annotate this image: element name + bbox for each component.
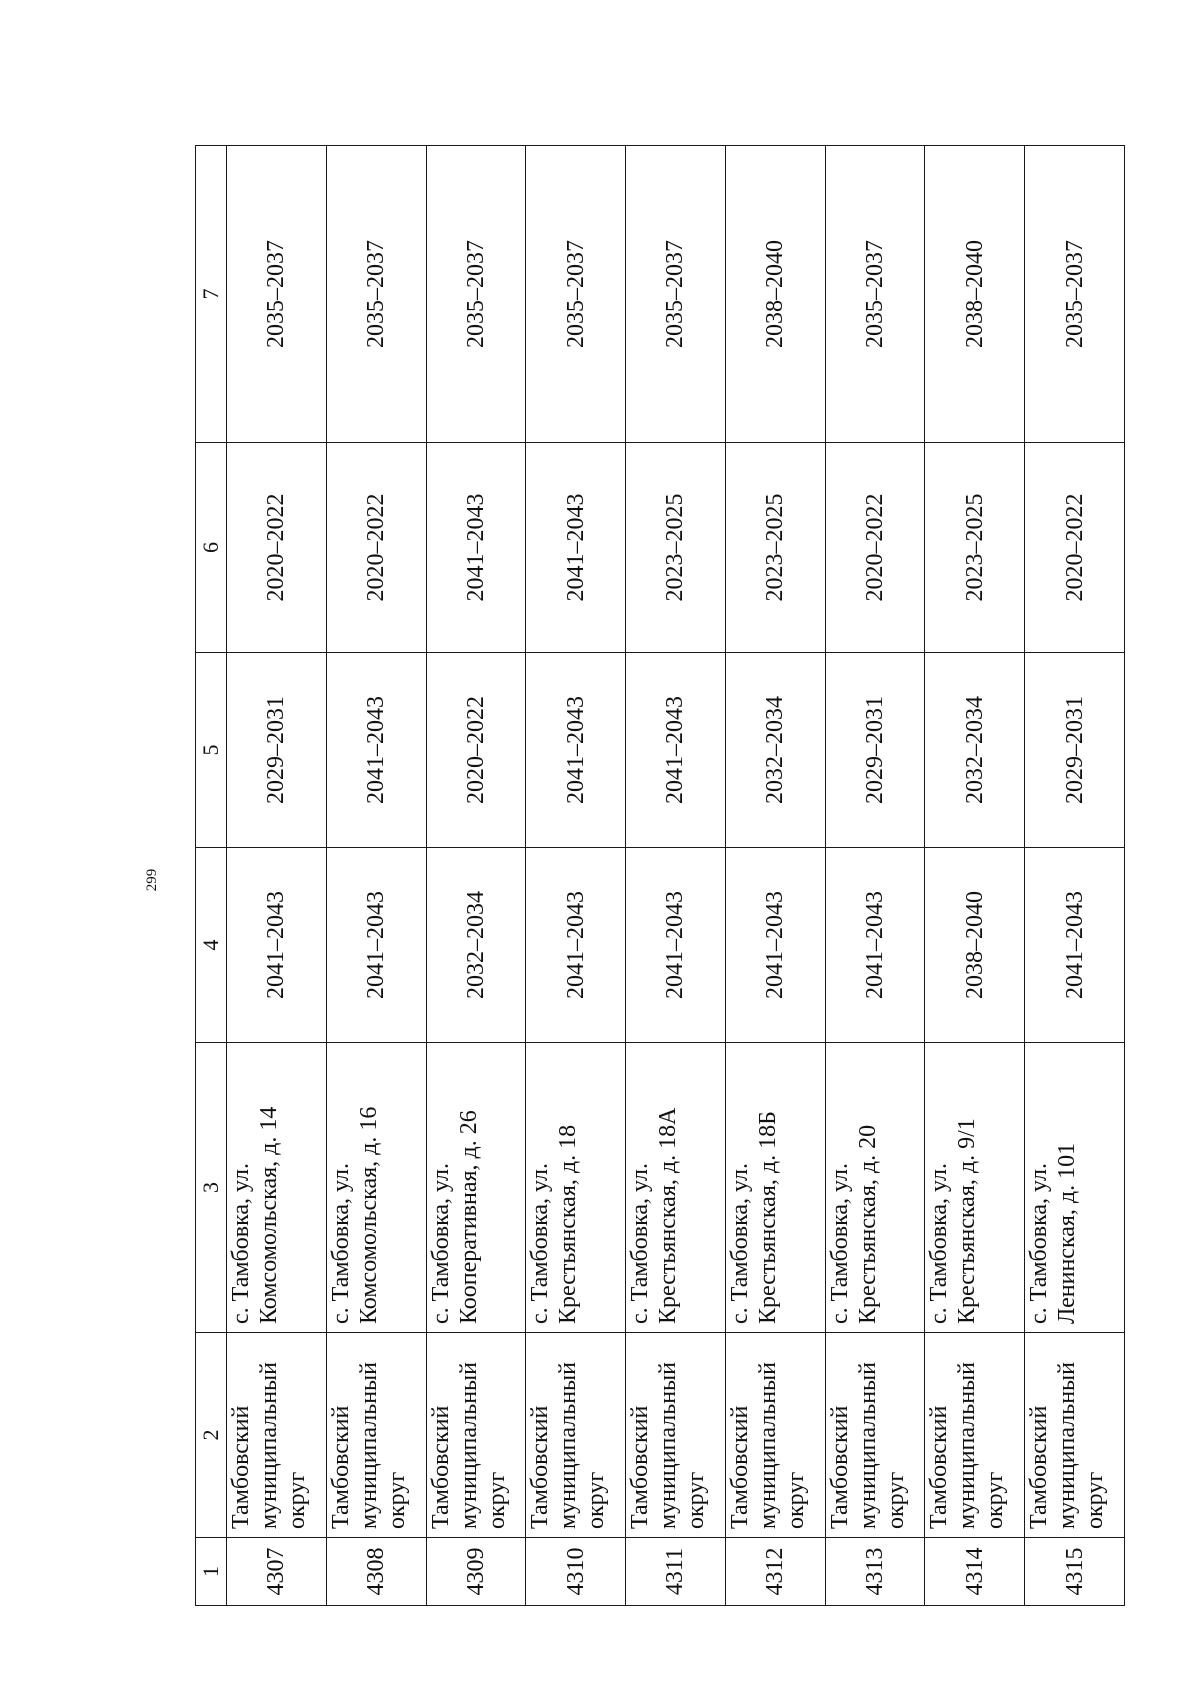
period-col-6: 2020–2022 xyxy=(1025,443,1125,653)
period-col-7: 2035–2037 xyxy=(426,146,526,443)
header-col-5: 5 xyxy=(196,653,227,848)
district-cell: Тамбовский муниципальный округ xyxy=(227,1333,327,1538)
period-col-4: 2041–2043 xyxy=(825,848,925,1043)
page-number: 299 xyxy=(144,868,160,892)
period-col-4: 2032–2034 xyxy=(426,848,526,1043)
row-number: 4307 xyxy=(227,1538,327,1606)
address-cell: с. Тамбовка, ул. Крестьянская, д. 18Б xyxy=(725,1043,825,1333)
period-col-5: 2029–2031 xyxy=(1025,653,1125,848)
header-col-4: 4 xyxy=(196,848,227,1043)
period-col-7: 2035–2037 xyxy=(1025,146,1125,443)
period-col-4: 2041–2043 xyxy=(227,848,327,1043)
table-row xyxy=(326,146,426,1606)
district-cell: Тамбовский муниципальный округ xyxy=(825,1333,925,1538)
address-cell: с. Тамбовка, ул. Крестьянская, д. 9/1 xyxy=(925,1043,1025,1333)
period-col-5: 2029–2031 xyxy=(825,653,925,848)
period-col-6: 2023–2025 xyxy=(925,443,1025,653)
period-col-7: 2038–2040 xyxy=(925,146,1025,443)
district-cell: Тамбовский муниципальный округ xyxy=(426,1333,526,1538)
period-col-5: 2041–2043 xyxy=(626,653,726,848)
address-cell: с. Тамбовка, ул. Крестьянская, д. 20 xyxy=(825,1043,925,1333)
table-row xyxy=(1025,146,1125,1606)
period-col-4: 2041–2043 xyxy=(626,848,726,1043)
district-cell: Тамбовский муниципальный округ xyxy=(626,1333,726,1538)
table-row xyxy=(925,146,1025,1606)
period-col-5: 2020–2022 xyxy=(426,653,526,848)
period-col-5: 2032–2034 xyxy=(925,653,1025,848)
district-cell: Тамбовский муниципальный округ xyxy=(326,1333,426,1538)
row-number: 4315 xyxy=(1025,1538,1125,1606)
period-col-6: 2020–2022 xyxy=(825,443,925,653)
district-cell: Тамбовский муниципальный округ xyxy=(925,1333,1025,1538)
address-cell: с. Тамбовка, ул. Кооперативная, д. 26 xyxy=(426,1043,526,1333)
period-col-5: 2041–2043 xyxy=(526,653,626,848)
period-col-7: 2035–2037 xyxy=(227,146,327,443)
table-row xyxy=(626,146,726,1606)
period-col-7: 2035–2037 xyxy=(626,146,726,443)
period-col-4: 2041–2043 xyxy=(526,848,626,1043)
period-col-4: 2041–2043 xyxy=(1025,848,1125,1043)
header-col-7: 7 xyxy=(196,146,227,443)
table-row xyxy=(227,146,327,1606)
period-col-4: 2041–2043 xyxy=(326,848,426,1043)
period-col-6: 2020–2022 xyxy=(326,443,426,653)
row-number: 4313 xyxy=(825,1538,925,1606)
table-row xyxy=(825,146,925,1606)
period-col-6: 2020–2022 xyxy=(227,443,327,653)
table-row xyxy=(725,146,825,1606)
address-cell: с. Тамбовка, ул. Ленинская, д. 101 xyxy=(1025,1043,1125,1333)
period-col-6: 2041–2043 xyxy=(526,443,626,653)
period-col-7: 2035–2037 xyxy=(825,146,925,443)
period-col-7: 2038–2040 xyxy=(725,146,825,443)
header-col-3: 3 xyxy=(196,1043,227,1333)
period-col-6: 2023–2025 xyxy=(725,443,825,653)
period-col-4: 2038–2040 xyxy=(925,848,1025,1043)
address-cell: с. Тамбовка, ул. Крестьянская, д. 18 xyxy=(526,1043,626,1333)
row-number: 4308 xyxy=(326,1538,426,1606)
address-cell: с. Тамбовка, ул. Крестьянская, д. 18А xyxy=(626,1043,726,1333)
district-cell: Тамбовский муниципальный округ xyxy=(1025,1333,1125,1538)
row-number: 4310 xyxy=(526,1538,626,1606)
period-col-5: 2029–2031 xyxy=(227,653,327,848)
schedule-table xyxy=(195,145,1125,1606)
address-cell: с. Тамбовка, ул. Комсомольская, д. 14 xyxy=(227,1043,327,1333)
period-col-5: 2032–2034 xyxy=(725,653,825,848)
period-col-4: 2041–2043 xyxy=(725,848,825,1043)
header-col-2: 2 xyxy=(196,1333,227,1538)
address-cell: с. Тамбовка, ул. Комсомольская, д. 16 xyxy=(326,1043,426,1333)
table-row xyxy=(526,146,626,1606)
period-col-6: 2041–2043 xyxy=(426,443,526,653)
header-col-6: 6 xyxy=(196,443,227,653)
district-cell: Тамбовский муниципальный округ xyxy=(526,1333,626,1538)
row-number: 4314 xyxy=(925,1538,1025,1606)
header-col-1: 1 xyxy=(196,1538,227,1606)
table-row xyxy=(426,146,526,1606)
row-number: 4311 xyxy=(626,1538,726,1606)
rotated-table-wrapper xyxy=(195,146,1125,1606)
district-cell: Тамбовский муниципальный округ xyxy=(725,1333,825,1538)
row-number: 4312 xyxy=(725,1538,825,1606)
period-col-6: 2023–2025 xyxy=(626,443,726,653)
row-number: 4309 xyxy=(426,1538,526,1606)
period-col-7: 2035–2037 xyxy=(526,146,626,443)
period-col-7: 2035–2037 xyxy=(326,146,426,443)
table-header-row xyxy=(196,146,227,1606)
period-col-5: 2041–2043 xyxy=(326,653,426,848)
